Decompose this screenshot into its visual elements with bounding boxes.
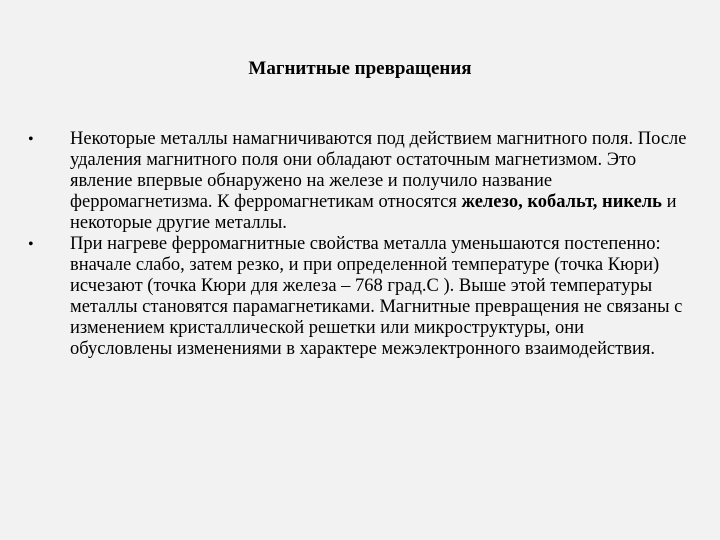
bullet-item-ferromagnetism — [28, 129, 688, 234]
slide-title: Магнитные превращения — [248, 58, 472, 79]
paragraph-text: Некоторые металлы намагничиваются под действием магнитного поля. После удаления магнитного поля они обладают остаточным магнетизмом. Это явление впервые обнаружено на железе и получило название ферромагнетизма. К ферромагнетикам относятся — [70, 129, 687, 212]
bullet-icon: • — [28, 236, 34, 253]
paragraph-text: При нагреве ферромагнитные свойства металла уменьшаются постепенно: вначале слабо, затем резко, и при определенной температуре (точка Кюри) исчезают (точка Кюри для железа – 768 град.С ). Выше этой температуры металлы становятся парамагнетиками. Магнитные превращения не связаны с изменением кристаллической решетки или микроструктуры, они обусловлены изменениями в характере межэлектронного взаимодействия. — [70, 234, 683, 359]
paragraph-text-end: и некоторые другие металлы. — [70, 192, 677, 233]
bold-metals-text: железо, кобальт, никель — [461, 192, 662, 212]
bullet-list — [28, 129, 688, 360]
bullet-item-curie-point — [28, 234, 688, 360]
bullet-icon: • — [28, 131, 34, 148]
